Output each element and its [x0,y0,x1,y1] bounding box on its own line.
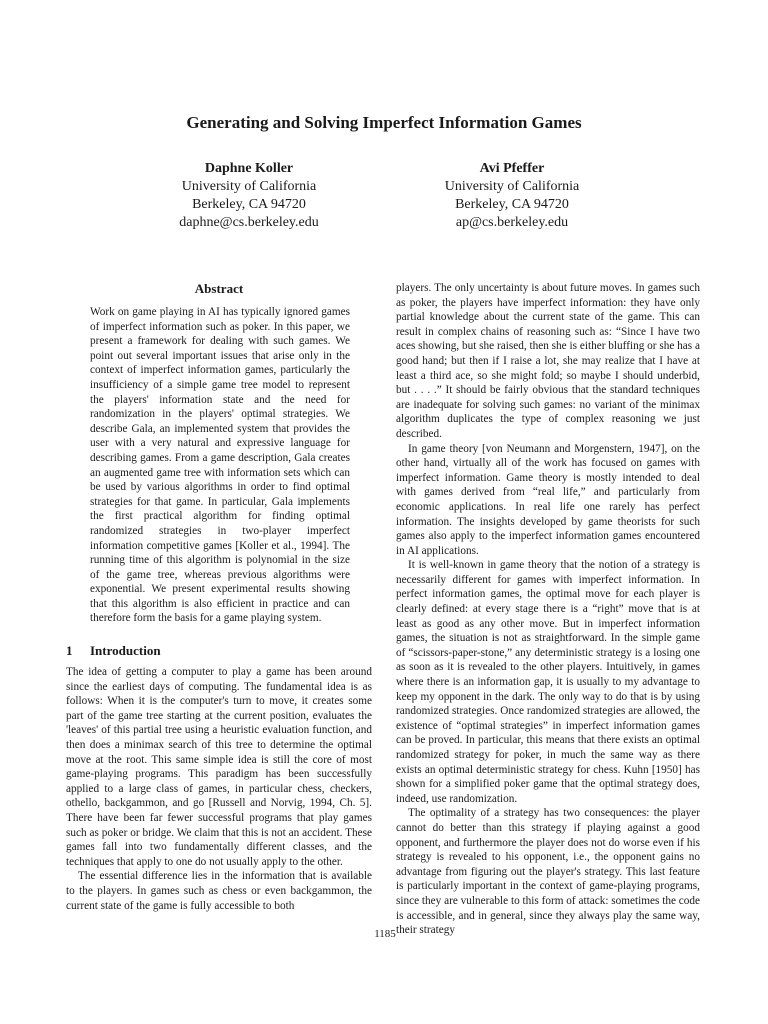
author-name: Daphne Koller [204,161,294,176]
left-column [66,281,372,913]
section-title: Introduction [90,643,161,659]
author-affiliation: University of California [444,179,580,194]
paper-title: Generating and Solving Imperfect Information Games [186,113,582,132]
right-column [396,281,700,938]
author-block-2 [382,160,642,232]
body-paragraph-3: It is well-known in game theory that the notion of a strategy is necessarily different for games with imperfect information. In perfect information games, the optimal move for each player is clearly defined: at every stage there is a “right” move that is at least as good as any other move. But in imperfect information games, the situation is not as straightforward. In the simple game of “scissors-paper-stone,” any deterministic strategy is a losing one as soon as it is revealed to the other players. Intuitively, in games where there is an information gap, it is usually to my advantage to keep my opponent in the dark. The only way to do that is by using randomized strategies. Once randomized strategies are allowed, the existence of “optimal strategies” in imperfect information games can be proved. In particular, this means that there exists an optimal randomized strategy for poker, in much the same way as there exists an optimal deterministic strategy for chess. Kuhn [1950] has shown for a simplified poker game that the optimal strategy does, indeed, use randomization. [396,559,700,805]
body-paragraph-2: In game theory [von Neumann and Morgenstern, 1947], on the other hand, virtually all of the work has focused on games with imperfect information. Game theory is mostly intended to deal with games derived from “real life,” and particularly from economic applications. In real life one rarely has perfect information. The insights developed by game theorists for such games also apply to the imperfect information games encountered in AI applications. [396,442,700,557]
author-email: ap@cs.berkeley.edu [455,215,569,230]
author-address: Berkeley, CA 94720 [455,197,569,212]
author-name: Avi Pfeffer [479,161,545,176]
intro-paragraph-1: The idea of getting a computer to play a game has been around since the earliest days of computing. The fundamental idea is as follows: When it is the computer's turn to move, it creates some part of the game tree starting at the current position, evaluates the 'leaves' of this partial tree using a heuristic evaluation function, and then does a minimax search of this tree to determine the optimal move at the root. This same simple idea is still the core of most game-playing programs. This paradigm has been successfully applied to a large class of games, in particular chess, checkers, othello, backgammon, and go [Russell and Norvig, 1994, Ch. 5]. There have been far fewer successful programs that play games such as poker or bridge. We claim that this is not an accident. These games fall into two fundamentally different classes, and the techniques that apply to one do not usually apply to the other. [66,666,372,868]
body-paragraph-1: players. The only uncertainty is about future moves. In games such as poker, the players have imperfect information: they have only partial knowledge about the current state of the game. This can result in complex chains of reasoning such as: “Since I have two aces showing, but she raised, then she is either bluffing or she has a good hand; but then if I raise a lot, she may realize that I have at least a third ace, so she might fold; so maybe I should underbid, but . . . .” It should be fairly obvious that the standard techniques are inadequate for solving such games: no variant of the minimax algorithm duplicates the type of complex reasoning we just described. [396,282,700,440]
abstract-text: Work on game playing in AI has typically ignored games of imperfect information such as poker. In this paper, we present a framework for dealing with such games. We point out several important issues that arise only in the context of imperfect information games, particularly the insufficiency of a simple game tree model to represent the players' information state and the need for randomization in the players' optimal strategies. We describe Gala, an implemented system that provides the user with a very natural and expressive language for describing games. From a game description, Gala creates an augmented game tree with information sets which can be used by various algorithms in order to find optimal strategies for that game. In particular, Gala implements the first practical algorithm for finding optimal randomized strategies in two-player imperfect information competitive games [Koller et al., 1994]. The running time of this algorithm is polynomial in the size of the game tree, whereas previous algorithms were exponential. We present experimental results showing that this algorithm is also efficient in practice and can therefore form the basis for a game playing system. [90,306,350,625]
author-block-1 [119,160,379,232]
abstract-heading: Abstract [194,281,244,296]
intro-paragraph-2: The essential difference lies in the information that is available to the players. In games such as chess or even backgammon, the current state of the game is fully accessible to both [66,870,372,912]
author-affiliation: University of California [181,179,317,194]
author-address: Berkeley, CA 94720 [192,197,306,212]
author-email: daphne@cs.berkeley.edu [179,215,319,230]
section-heading [66,643,372,659]
page-number: 1185 [374,928,396,940]
body-paragraph-4: The optimality of a strategy has two consequences: the player cannot do better than this strategy if playing against a good opponent, and furthermore the player does not do worse even if his strategy is revealed to his opponent, i.e., the opponent gains no advantage from figuring out the player's strategy. This last feature is particularly important in the context of game-playing programs, since they are vulnerable to this form of attack: sometimes the code is accessible, and in general, since they always play the same way, their strategy [396,807,700,937]
section-number: 1 [66,643,73,659]
